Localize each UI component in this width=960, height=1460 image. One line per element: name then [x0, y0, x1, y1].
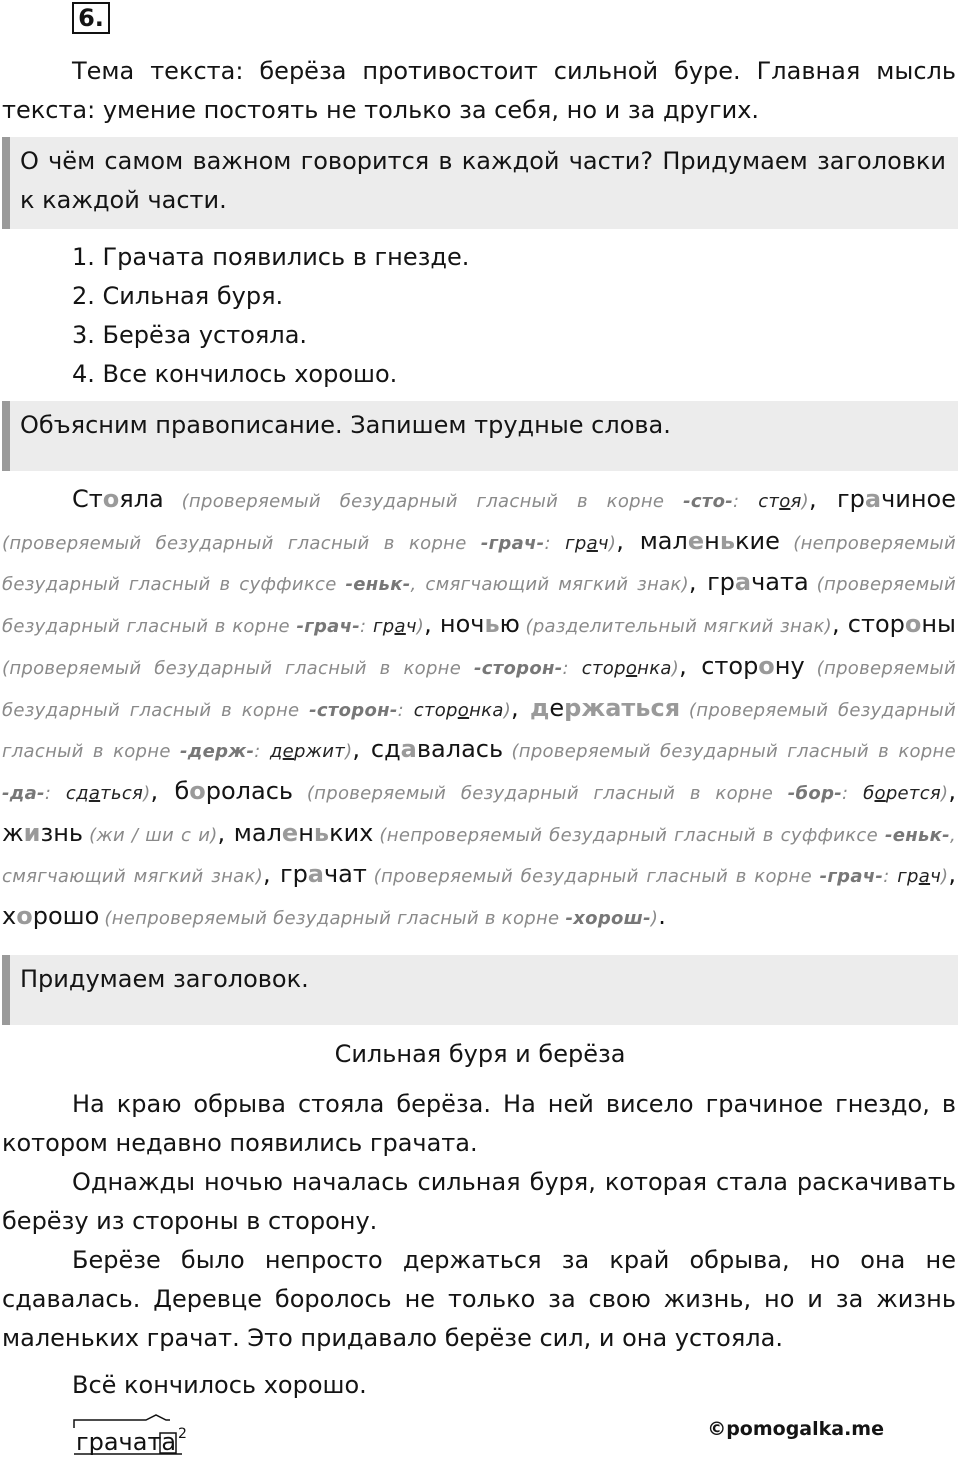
note-text: проверяемый безударный гласный в корне [518, 741, 956, 763]
separator: , [679, 651, 702, 680]
word-part: ких [329, 818, 374, 847]
word-part: рошо [32, 902, 100, 931]
note-extra: , смягчающий мягкий знак [410, 574, 682, 596]
spelling-word [174, 777, 293, 805]
task-question-headings: О чём самом важном говорится в каждой части? Придумаем заголовки к каждой части. [2, 137, 958, 229]
word-morpheme-diagram [72, 1414, 192, 1456]
word-part: н [704, 526, 720, 555]
word-part: знь [40, 818, 84, 847]
note-text: разделительный мягкий знак [532, 616, 825, 638]
note-text: проверяемый безударный гласный в корне [9, 532, 467, 554]
check-letter: а [394, 616, 406, 638]
spelling-letter: о [758, 651, 775, 680]
note-text: непроверяемый безударный гласный в суффиксе [386, 824, 878, 846]
check-word [66, 783, 143, 804]
spelling-letter: о [904, 610, 922, 639]
check-letter: о [625, 657, 638, 679]
task-spelling: Объясним правописание. Запишем трудные слова. [2, 401, 958, 471]
spelling-letter: а [307, 860, 324, 889]
word-part: х [2, 902, 17, 931]
spelling-note: (проверяемый безударный гласный в корне -грач-: грач) [373, 866, 949, 888]
spelling-word [640, 527, 780, 555]
copyright: ©pomogalka.me [707, 1418, 884, 1440]
plan-list [72, 238, 469, 394]
spelling-letter: а [734, 568, 752, 597]
word-part: б [174, 776, 190, 805]
plan-item: 2. Сильная буря. [72, 282, 284, 310]
separator: , [150, 776, 175, 805]
spelling-word [848, 610, 956, 638]
spelling-note: (проверяемый безударный гласный в корне -держ-: держит) [2, 699, 956, 763]
spelling-explanations [2, 480, 956, 939]
story-paragraph: На краю обрыва стояла берёза. На ней висело грачиное гнездо, в котором недавно появились грачата. [2, 1090, 956, 1157]
story-title: Сильная буря и берёза [334, 1040, 626, 1068]
check-part: сд [65, 782, 89, 804]
check-part: гр [565, 532, 587, 554]
spelling-word [280, 860, 367, 888]
check-word [565, 533, 609, 554]
intro-paragraph: Тема текста: берёза противостоит сильной буре. Главная мысль текста: умение постоять не только за себя, но и за других. [2, 57, 956, 124]
check-letter: а [88, 782, 101, 804]
check-part: гр [897, 866, 919, 888]
check-part: ться [100, 782, 144, 804]
spelling-note: (жи / ши с и) [89, 824, 218, 846]
task-title: Придумаем заголовок. [2, 955, 958, 1025]
check-part: стор [413, 699, 458, 721]
check-letter: а [586, 532, 598, 554]
morpheme-part: -грач- [480, 532, 545, 554]
separator: . [658, 902, 666, 931]
check-part: стор [581, 657, 626, 679]
word-part: чата [751, 568, 809, 597]
check-part: ст [758, 491, 780, 512]
note-text: проверяемый безударный гласный в корне [2, 574, 957, 638]
plan-item: 1. Грачата появились в гнезде. [72, 243, 470, 271]
check-word [270, 741, 345, 762]
word-part: ну [774, 651, 805, 680]
note-text: проверяемый безударный гласный в корне [9, 657, 462, 679]
spelling-letter: ь [484, 610, 500, 639]
spelling-word [371, 735, 503, 763]
note-text: жи / ши с и [96, 824, 211, 846]
spelling-letter: е [687, 526, 705, 555]
separator: , [424, 610, 440, 639]
word-part: ны [921, 610, 956, 639]
spelling-letter: а [400, 735, 417, 764]
spelling-letter: е [281, 818, 299, 847]
spelling-note: (непроверяемый безударный гласный в суффиксе -еньк-, смягчающий мягкий знак) [2, 824, 956, 888]
spelling-word [701, 652, 805, 680]
morpheme-part: -бор- [787, 782, 843, 804]
spelling-word [2, 902, 99, 930]
plan-item: 3. Берёза устояла. [72, 321, 308, 349]
spelling-letter: ь [313, 818, 330, 847]
separator: , [808, 485, 838, 513]
word-part: ноч [439, 610, 485, 639]
spelling-word [837, 485, 956, 513]
separator: , [688, 568, 708, 597]
word-part: кие [735, 526, 780, 555]
story-paragraph: Берёзе было непросто держаться за край обрыва, но она не сдавалась. Деревце боролось не только за свою жизнь, но и за жизнь маленьких грачат. Это придавало берёзе сил, и она устояла. [2, 1246, 956, 1352]
morpheme-part: -грач- [296, 616, 361, 638]
word-part: мал [233, 818, 282, 847]
word-part: валась [416, 735, 504, 764]
check-letter: а [918, 866, 931, 888]
check-word [758, 491, 801, 512]
morpheme-part: -сто- [683, 491, 734, 512]
check-word [414, 700, 504, 721]
note-text: проверяемый безударный гласный в корне [2, 657, 957, 721]
spelling-word [72, 485, 164, 513]
spelling-word [530, 694, 680, 722]
note-text: проверяемый безударный гласный в корне [314, 782, 774, 804]
note-text: непроверяемый безударный гласный в суффиксе [2, 532, 957, 596]
check-word [863, 783, 941, 804]
check-part: нка [637, 657, 672, 679]
spelling-note: (проверяемый безударный гласный в корне -грач-: грач) [2, 532, 617, 554]
word-part: гр [707, 568, 735, 597]
spelling-word [234, 819, 374, 847]
check-part: рется [885, 782, 942, 804]
separator: , [263, 860, 280, 889]
word-part: н [298, 818, 314, 847]
word-part: стор [847, 610, 905, 639]
check-part: гр [372, 616, 395, 638]
morpheme-part: -сторон- [474, 657, 563, 679]
spelling-note: (разделительный мягкий знак) [525, 616, 832, 638]
check-part: б [863, 782, 875, 804]
word-part: ролась [205, 776, 294, 805]
footer-word-text: грачата [76, 1428, 177, 1456]
spelling-word [2, 819, 83, 847]
spelling-note: (непроверяемый безударный гласный в суффиксе -еньк-, смягчающий мягкий знак) [2, 532, 957, 596]
morpheme-part: -да- [2, 782, 45, 804]
check-part: нка [469, 699, 504, 721]
story-paragraph: Однажды ночью началась сильная буря, которая стала раскачивать берёзу из стороны в сторону. [2, 1168, 956, 1235]
spelling-letter: ь [719, 526, 736, 555]
spelling-note: (проверяемый безударный гласный в корне -грач-: грач) [2, 574, 957, 638]
check-part: ч [597, 532, 609, 554]
svg-text:2: 2 [178, 1426, 187, 1442]
check-part: ч [930, 866, 942, 888]
spelling-letter: о [102, 485, 120, 513]
note-text: проверяемый безударный гласный в корне [380, 866, 812, 888]
spelling-note: (проверяемый безударный гласный в корне -сторон-: сторонка) [2, 657, 680, 679]
spelling-letter: о [189, 776, 206, 805]
spelling-note: (непроверяемый безударный гласный в корне -хорош-) [104, 908, 659, 930]
check-part: ржит [294, 741, 346, 763]
check-letter: о [874, 782, 886, 804]
check-letter: о [779, 491, 791, 512]
separator: , [511, 693, 530, 722]
morpheme-part: -сторон- [309, 699, 398, 721]
spelling-word [707, 568, 809, 596]
morpheme-part: -хорош- [565, 908, 651, 930]
word-part: чат [324, 860, 367, 889]
morpheme-part: -держ- [179, 741, 255, 763]
separator: , [616, 526, 640, 555]
separator: , [948, 860, 956, 889]
word-part: Ст [72, 485, 103, 513]
spelling-note: (проверяемый безударный гласный в корне -бор-: борется) [306, 782, 949, 804]
note-text: проверяемый безударный гласный в корне [2, 699, 956, 763]
note-text: непроверяемый безударный гласный в корне [111, 908, 560, 930]
spelling-letter: д [529, 693, 550, 722]
check-part: ч [405, 616, 417, 638]
check-letter: е [282, 741, 295, 763]
separator: , [831, 610, 848, 639]
spelling-word [440, 610, 520, 638]
word-part: яла [119, 485, 164, 513]
spelling-letter: и [23, 818, 41, 847]
check-word [373, 616, 417, 637]
note-extra: , смягчающий мягкий знак [2, 824, 956, 888]
separator: , [217, 818, 234, 847]
word-part: стор [701, 651, 759, 680]
check-part: д [269, 741, 283, 763]
story-paragraph: Всё кончилось хорошо. [72, 1371, 367, 1399]
separator: , [352, 735, 371, 764]
check-word [897, 866, 941, 887]
spelling-letter: а [864, 485, 882, 513]
check-part: я [790, 491, 802, 512]
word-part: мал [639, 526, 688, 555]
check-letter: о [457, 699, 470, 721]
check-word [582, 658, 672, 679]
task-number: 6. [72, 2, 110, 34]
word-part: ю [499, 610, 520, 639]
word-part: гр [279, 860, 308, 889]
morpheme-part: -еньк- [345, 574, 411, 596]
spelling-note: (проверяемый безударный гласный в корне -да-: сдаться) [2, 741, 956, 804]
word-part: е [549, 693, 565, 722]
word-part: чиное [881, 485, 956, 513]
spelling-note: (проверяемый безударный гласный в корне -сто-: стоя) [181, 491, 809, 512]
morpheme-part: -еньк- [884, 824, 950, 846]
separator: , [948, 776, 956, 805]
spelling-letter: ржаться [564, 693, 681, 722]
spelling-note: (проверяемый безударный гласный в корне -сторон-: сторонка) [2, 657, 957, 721]
word-part: ж [2, 818, 24, 847]
spelling-letter: о [16, 902, 33, 931]
note-text: проверяемый безударный гласный в корне [188, 491, 665, 512]
word-part: гр [837, 485, 865, 513]
word-part: сд [370, 735, 401, 764]
morpheme-part: -грач- [819, 866, 884, 888]
plan-item: 4. Все кончилось хорошо. [72, 360, 398, 388]
